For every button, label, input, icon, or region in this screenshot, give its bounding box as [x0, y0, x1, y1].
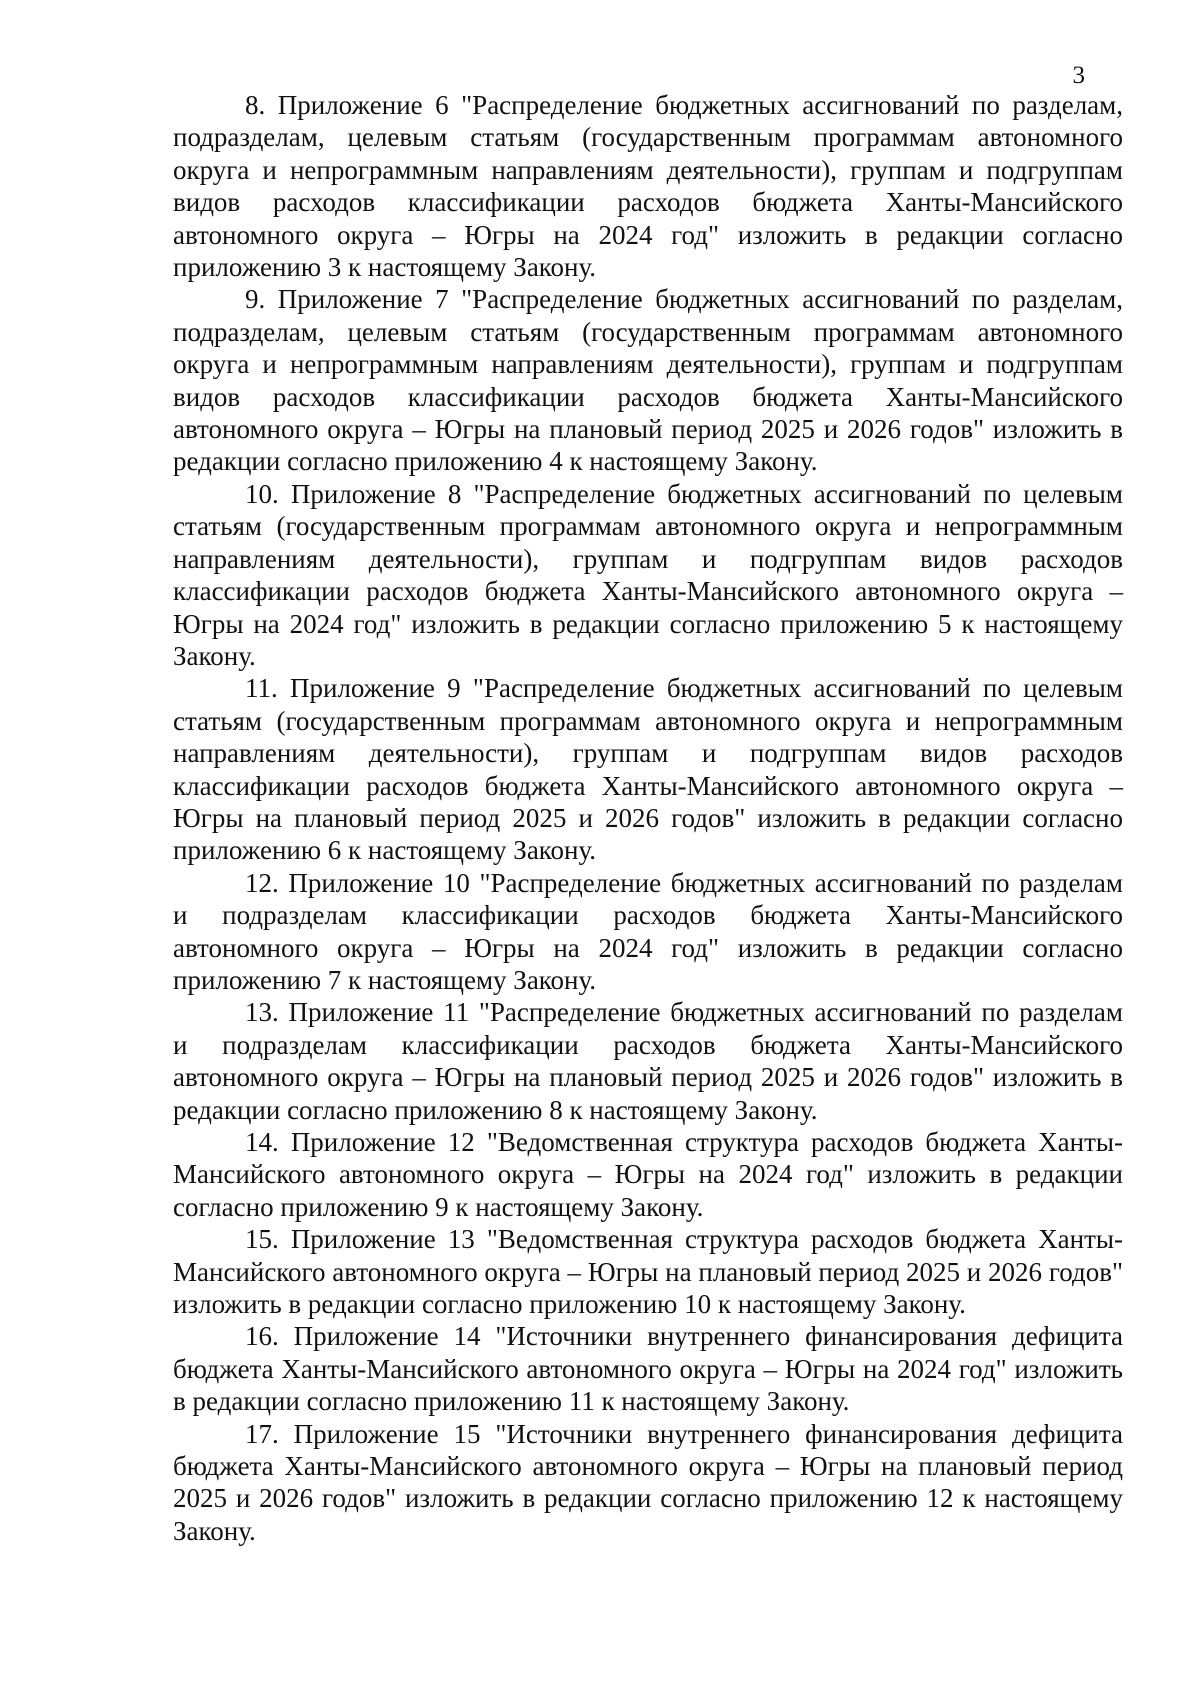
- paragraph-item-15: 15. Приложение 13 "Ведомственная структура расходов бюджета Ханты-Мансийского автономного округа – Югры на плановый период 2025 и 2026 годов" изложить в редакции согласно приложению 10 к настоящему Закону.: [173, 1224, 1123, 1320]
- paragraph-item-13: 13. Приложение 11 "Распределение бюджетных ассигнований по разделам и подразделам классификации расходов бюджета Ханты-Мансийского автономного округа – Югры на плановый период 2025 и 2026 годов" изложить в редакции согласно приложению 8 к настоящему Закону.: [173, 997, 1123, 1125]
- paragraph-item-11: 11. Приложение 9 "Распределение бюджетных ассигнований по целевым статьям (государственным программам автономного округа и непрограммным направлениям деятельности), группам и подгруппам видов расходов классификации расходов бюджета Ханты-Мансийского автономного округа – Югры на плановый период 2025 и 2026 годов" изложить в редакции согласно приложению 6 к настоящему Закону.: [173, 673, 1123, 866]
- page-number: 3: [1072, 62, 1085, 89]
- paragraph-item-16: 16. Приложение 14 "Источники внутреннего финансирования дефицита бюджета Ханты-Мансийского автономного округа – Югры на 2024 год" изложить в редакции согласно приложению 11 к настоящему Закону.: [173, 1321, 1123, 1417]
- paragraph-item-8: 8. Приложение 6 "Распределение бюджетных ассигнований по разделам, подразделам, целевым статьям (государственным программам автономного округа и непрограммным направлениям деятельности), группам и подгруппам видов расходов классификации расходов бюджета Ханты-Мансийского автономного округа – Югры на 2024 год" изложить в редакции согласно приложению 3 к настоящему Закону.: [173, 90, 1123, 283]
- paragraph-item-10: 10. Приложение 8 "Распределение бюджетных ассигнований по целевым статьям (государственным программам автономного округа и непрограммным направлениям деятельности), группам и подгруппам видов расходов классификации расходов бюджета Ханты-Мансийского автономного округа – Югры на 2024 год" изложить в редакции согласно приложению 5 к настоящему Закону.: [173, 478, 1123, 671]
- paragraph-item-17: 17. Приложение 15 "Источники внутреннего финансирования дефицита бюджета Ханты-Мансийского автономного округа – Югры на плановый период 2025 и 2026 годов" изложить в редакции согласно приложению 12 к настоящему Закону.: [173, 1418, 1123, 1546]
- paragraph-item-12: 12. Приложение 10 "Распределение бюджетных ассигнований по разделам и подразделам классификации расходов бюджета Ханты-Мансийского автономного округа – Югры на 2024 год" изложить в редакции согласно приложению 7 к настоящему Закону.: [173, 867, 1123, 995]
- document-body: [173, 89, 1123, 1547]
- paragraph-item-14: 14. Приложение 12 "Ведомственная структура расходов бюджета Ханты-Мансийского автономного округа – Югры на 2024 год" изложить в редакции согласно приложению 9 к настоящему Закону.: [173, 1127, 1123, 1222]
- paragraph-item-9: 9. Приложение 7 "Распределение бюджетных ассигнований по разделам, подразделам, целевым статьям (государственным программам автономного округа и непрограммным направлениям деятельности), группам и подгруппам видов расходов классификации расходов бюджета Ханты-Мансийского автономного округа – Югры на плановый период 2025 и 2026 годов" изложить в редакции согласно приложению 4 к настоящему Закону.: [173, 284, 1123, 477]
